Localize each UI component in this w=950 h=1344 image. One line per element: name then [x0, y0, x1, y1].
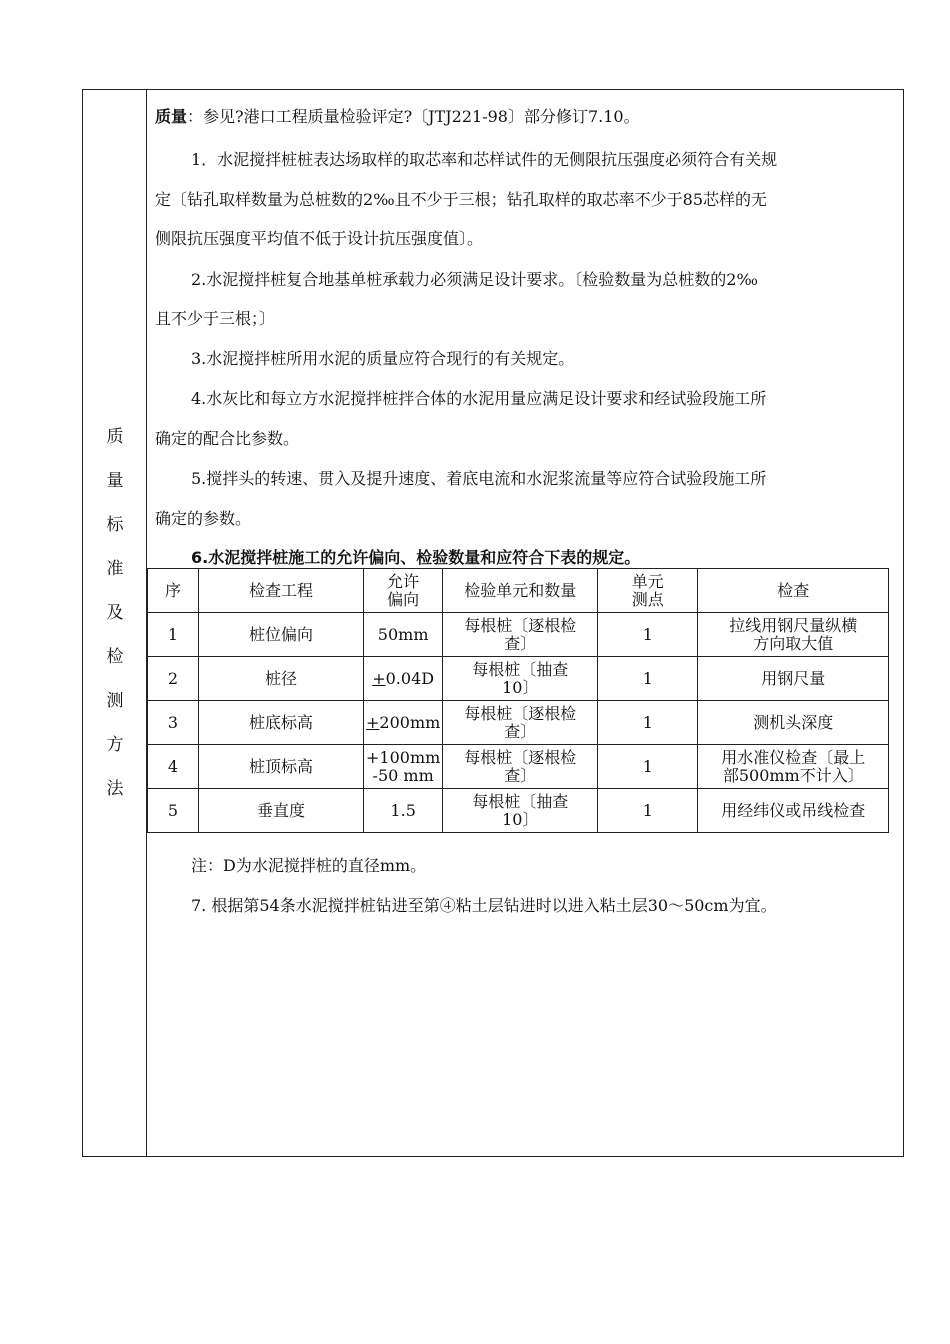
- label-char: 标: [106, 515, 124, 535]
- cell-method: [698, 613, 889, 657]
- cell-deviation-1: 1.5: [390, 800, 416, 820]
- header-unit: 检验单元和数量: [443, 569, 598, 613]
- label-char: 检: [106, 647, 124, 667]
- cell-points: 1: [598, 745, 698, 789]
- intro-line: [155, 104, 640, 127]
- cell-no: 4: [148, 745, 199, 789]
- header-method: 检查: [698, 569, 889, 613]
- cell-deviation: [364, 789, 443, 833]
- vertical-section-label: [83, 415, 147, 811]
- cell-item: 桩径: [199, 657, 364, 701]
- table-row: [148, 701, 889, 745]
- cell-points: 1: [598, 789, 698, 833]
- item-2-line-2: 且不少于三根；〕: [155, 309, 276, 328]
- cell-item: 垂直度: [199, 789, 364, 833]
- header-deviation: [364, 569, 443, 613]
- cell-unit-2: 查〕: [504, 765, 537, 785]
- cell-unit: [443, 701, 598, 745]
- item-2-line-1: 2.水泥搅拌桩复合地基单桩承载力必须满足设计要求。〔检验数量为总桩数的2‰: [191, 270, 758, 289]
- cell-unit-2: 10〕: [502, 677, 539, 697]
- cell-unit: [443, 613, 598, 657]
- cell-deviation-1: 50mm: [377, 624, 429, 644]
- cell-deviation-2: -50 mm: [372, 765, 434, 785]
- cell-deviation: [364, 701, 443, 745]
- cell-deviation: [364, 745, 443, 789]
- cell-unit-2: 查〕: [504, 721, 537, 741]
- cell-deviation: [364, 613, 443, 657]
- cell-points: 1: [598, 701, 698, 745]
- label-char: 及: [106, 603, 124, 623]
- cell-unit-2: 10〕: [502, 809, 539, 829]
- item-1-line-3: 侧限抗压强度平均值不低于设计抗压强度值〕。: [155, 229, 484, 248]
- header-points-1: 单元: [631, 571, 664, 591]
- label-char: 质: [106, 427, 124, 447]
- cell-no: 5: [148, 789, 199, 833]
- table-row: [148, 789, 889, 833]
- table-row: [148, 745, 889, 789]
- cell-item: 桩位偏向: [199, 613, 364, 657]
- cell-item: 桩顶标高: [199, 745, 364, 789]
- item-4-line-1: 4.水灰比和每立方水泥搅拌桩拌合体的水泥用量应满足设计要求和经试验段施工所: [191, 389, 767, 408]
- cell-no: 3: [148, 701, 199, 745]
- label-char: 准: [106, 559, 124, 579]
- cell-unit-1: 每根桩〔逐根检: [464, 703, 577, 723]
- header-points: [598, 569, 698, 613]
- cell-method: [698, 745, 889, 789]
- cell-no: 2: [148, 657, 199, 701]
- cell-unit-1: 每根桩〔抽查: [472, 659, 569, 679]
- cell-points: 1: [598, 657, 698, 701]
- intro-text: ：参见?港口工程质量检验评定?〔JTJ221-98〕部分修订7.10。: [187, 107, 640, 126]
- cell-method-2: 方向取大值: [753, 633, 834, 653]
- cell-unit: [443, 789, 598, 833]
- left-label-column: [83, 90, 147, 1156]
- cell-unit: [443, 745, 598, 789]
- inspection-table: [147, 568, 889, 833]
- label-char: 法: [106, 779, 124, 799]
- label-char: 方: [106, 735, 124, 755]
- item-4-line-2: 确定的配合比参数。: [155, 429, 300, 448]
- header-deviation-1: 允许: [387, 571, 420, 591]
- item-1-line-1: 1．水泥搅拌桩桩表达场取样的取芯率和芯样试件的无侧限抗压强度必须符合有关规: [191, 150, 778, 169]
- header-deviation-2: 偏向: [387, 589, 420, 609]
- cell-method-1: 用水准仪检查〔最上: [721, 747, 866, 767]
- item-5-line-1: 5.搅拌头的转速、贯入及提升速度、着底电流和水泥浆流量等应符合试验段施工所: [191, 469, 767, 488]
- table-row: [148, 657, 889, 701]
- cell-method: 用钢尺量: [698, 657, 889, 701]
- cell-no: 1: [148, 613, 199, 657]
- item-3-line-1: 3.水泥搅拌桩所用水泥的质量应符合现行的有关规定。: [191, 349, 575, 368]
- cell-unit-1: 每根桩〔逐根检: [464, 615, 577, 635]
- cell-deviation-1: +100mm: [366, 747, 441, 767]
- label-char: 测: [106, 691, 124, 711]
- cell-method: 测机头深度: [698, 701, 889, 745]
- cell-item: 桩底标高: [199, 701, 364, 745]
- cell-unit: [443, 657, 598, 701]
- intro-label: 质量: [155, 107, 188, 126]
- cell-deviation: [364, 657, 443, 701]
- item-7-line: 7. 根据第54条水泥搅拌桩钻进至第④粘土层钻进时以进入粘土层30～50cm为宜。: [191, 896, 777, 915]
- table-note: 注：D为水泥搅拌桩的直径mm。: [191, 856, 427, 875]
- cell-deviation-1: +200mm: [366, 712, 441, 732]
- item-1-line-2: 定〔钻孔取样数量为总桩数的2‰且不少于三根；钻孔取样的取芯率不少于85芯样的无: [155, 190, 768, 209]
- item-6-heading: 6.水泥搅拌桩施工的允许偏向、检验数量和应符合下表的规定。: [191, 548, 641, 567]
- header-no: 序: [148, 569, 199, 613]
- cell-unit-1: 每根桩〔抽查: [472, 791, 569, 811]
- item-5-line-2: 确定的参数。: [155, 509, 252, 528]
- cell-method-2: 部500mm不计入〕: [722, 765, 864, 785]
- header-points-2: 测点: [631, 589, 664, 609]
- table-row: [148, 613, 889, 657]
- header-item: 检查工程: [199, 569, 364, 613]
- cell-points: 1: [598, 613, 698, 657]
- cell-unit-2: 查〕: [504, 633, 537, 653]
- cell-method: 用经纬仪或吊线检查: [698, 789, 889, 833]
- cell-unit-1: 每根桩〔逐根检: [464, 747, 577, 767]
- cell-method-1: 拉线用钢尺量纵横: [729, 615, 858, 635]
- cell-deviation-1: +0.04D: [372, 668, 435, 688]
- label-char: 量: [106, 471, 124, 491]
- table-header-row: [148, 569, 889, 613]
